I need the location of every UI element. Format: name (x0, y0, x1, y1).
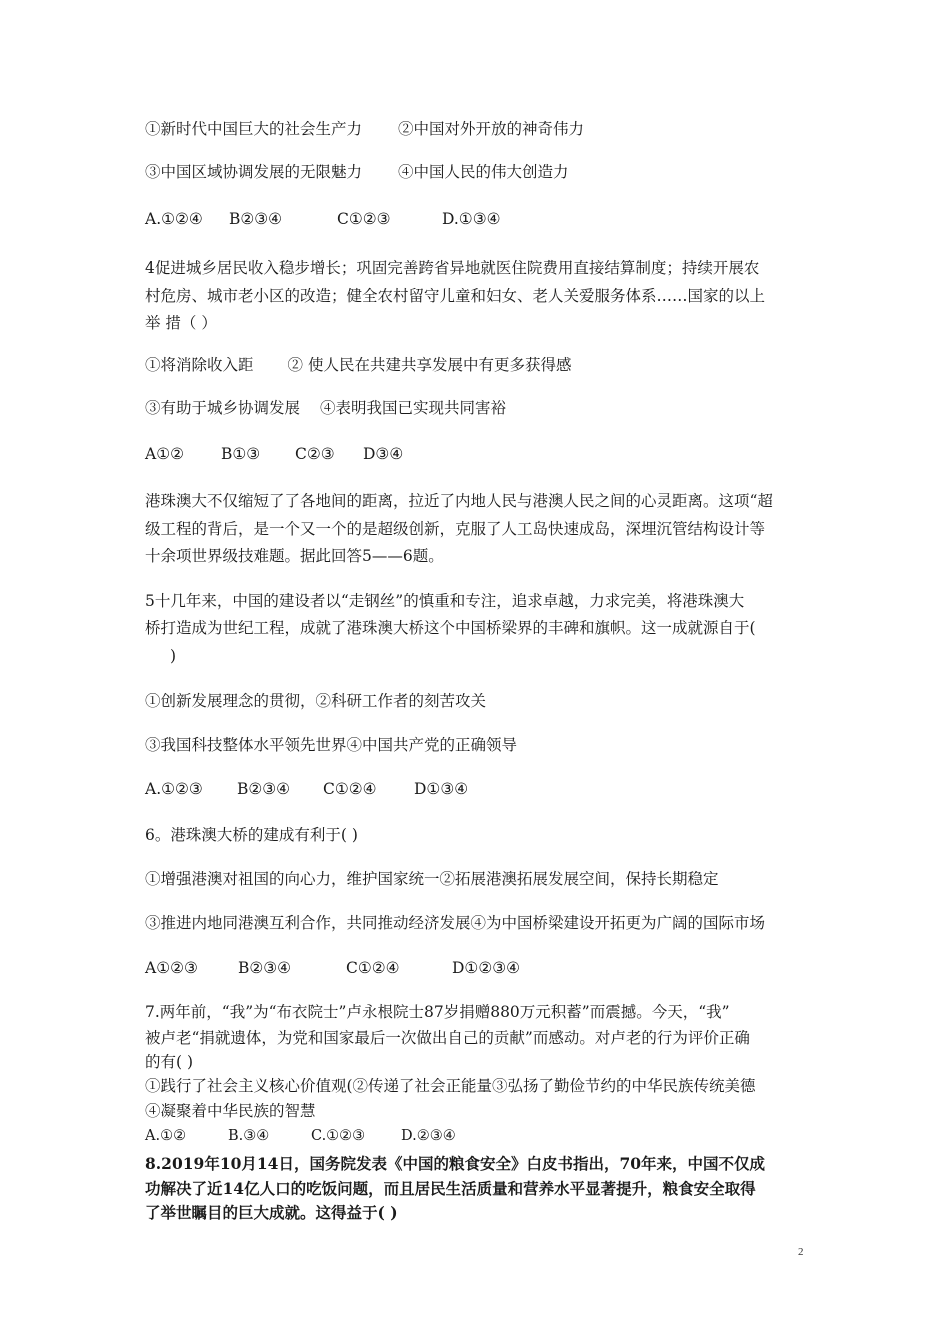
q4-option-d: D③④ (363, 445, 404, 463)
q6-option-d: D①②③④ (452, 959, 521, 977)
q4-options (145, 444, 403, 464)
q5-stem-line3: ) (170, 647, 177, 665)
q6-option-a: A①②③ (145, 959, 198, 977)
q7-option-a: A.①② (145, 1128, 187, 1144)
q5-stem-line1: 5十几年来，中国的建设者以“走钢丝”的慎重和专注，追求卓越，力求完美，将港珠澳大 (145, 592, 745, 610)
q4-item-2: ② 使人民在共建共享发展中有更多获得感 (287, 356, 572, 374)
intro-line2: 级工程的背后，是一个又一个的是超级创新，克服了人工岛快速成岛，深埋沉管结构设计等 (145, 520, 766, 538)
intro-line3: 十余项世界级技难题。据此回答5——6题。 (145, 547, 444, 565)
q7-stem-line3: 的有( ) (145, 1053, 194, 1071)
q3-item-2: ②中国对外开放的神奇伟力 (398, 120, 585, 138)
q7-option-d: D.②③④ (401, 1128, 456, 1144)
q7-stem-line1: 7.两年前，“我”为“布衣院士”卢永根院士87岁捐赠880万元积蓄”而震撼。今天，“我” (145, 1003, 730, 1021)
q4-option-c: C②③ (295, 445, 335, 463)
q4-items-row1 (145, 355, 571, 375)
q4-item-3: ③有助于城乡协调发展 (145, 399, 301, 417)
q4-item-4: ④表明我国已实现共同害裕 (320, 399, 507, 417)
q6-stem: 6。港珠澳大桥的建成有利于( ) (145, 826, 358, 844)
q6-items-row2: ③推进内地同港澳互利合作，共同推动经济发展④为中国桥梁建设开拓更为广阔的国际市场 (145, 914, 766, 932)
q3-options (145, 209, 501, 229)
q8-stem-line2: 功解决了近14亿人口的吃饭问题，而且居民生活质量和营养水平显著提升，粮食安全取得 (145, 1179, 756, 1198)
q4-item-1: ①将消除收入距 (145, 356, 254, 374)
q4-stem-line1: 4促进城乡居民收入稳步增长；巩固完善跨省异地就医住院费用直接结算制度；持续开展农 (145, 259, 760, 277)
q4-stem-line2: 村危房、城市老小区的改造；健全农村留守儿童和妇女、老人关爱服务体系……国家的以上 (145, 287, 766, 305)
q7-stem-line2: 被卢老“捐就遗体，为党和国家最后一次做出自己的贡献”而感动。对卢老的行为评价正确 (145, 1029, 750, 1047)
q3-item-4: ④中国人民的伟大创造力 (398, 163, 569, 181)
q3-option-a: A.①②④ (145, 210, 203, 228)
q6-option-b: B②③④ (238, 959, 292, 977)
q5-option-b: B②③④ (237, 780, 291, 798)
q3-item-1: ①新时代中国巨大的社会生产力 (145, 120, 363, 138)
q6-options (145, 958, 520, 978)
q5-stem-line2: 桥打造成为世纪工程，成就了港珠澳大桥这个中国桥梁界的丰碑和旗帜。这一成就源自于( (145, 619, 756, 637)
q5-options (145, 779, 468, 799)
q7-items-row2: ④凝聚着中华民族的智慧 (145, 1102, 316, 1120)
q5-items-row1: ①创新发展理念的贯彻，②科研工作者的刻苦攻关 (145, 692, 487, 710)
q4-option-a: A①② (145, 445, 184, 463)
q5-option-d: D①③④ (414, 780, 469, 798)
q8-stem-line1: 8.2019年10月14日，国务院发表《中国的粮食安全》白皮书指出，70年来，中国不仅成 (145, 1154, 766, 1173)
q3-item-3: ③中国区域协调发展的无限魅力 (145, 163, 363, 181)
q3-items-row1 (145, 119, 584, 139)
q6-items-row1: ①增强港澳对祖国的向心力，维护国家统一②拓展港澳拓展发展空间，保持长期稳定 (145, 870, 719, 888)
q8-stem-line3: 了举世瞩目的巨大成就。这得益于( ) (145, 1203, 398, 1222)
q4-stem-line3: 举 措（ ） (145, 314, 217, 332)
q3-items-row2 (145, 162, 569, 182)
q5-option-c: C①②④ (323, 780, 377, 798)
q3-option-c: C①②③ (337, 210, 391, 228)
q3-option-d: D.①③④ (442, 210, 501, 228)
q3-option-b: B②③④ (229, 210, 283, 228)
q7-option-c: C.①②③ (311, 1128, 366, 1144)
q4-items-row2 (145, 398, 506, 418)
q5-option-a: A.①②③ (145, 780, 203, 798)
page-number: 2 (798, 1246, 804, 1258)
q7-items-row1: ①践行了社会主义核心价值观(②传递了社会正能量③弘扬了勤俭节约的中华民族传统美德 (145, 1077, 756, 1095)
intro-line1: 港珠澳大不仅缩短了了各地间的距离，拉近了内地人民与港澳人民之间的心灵距离。这项“超 (145, 492, 773, 510)
q7-option-b: B.③④ (228, 1128, 270, 1144)
q4-option-b: B①③ (221, 445, 261, 463)
q6-option-c: C①②④ (346, 959, 400, 977)
q7-options (145, 1126, 456, 1146)
q5-items-row2: ③我国科技整体水平领先世界④中国共产党的正确领导 (145, 736, 518, 754)
